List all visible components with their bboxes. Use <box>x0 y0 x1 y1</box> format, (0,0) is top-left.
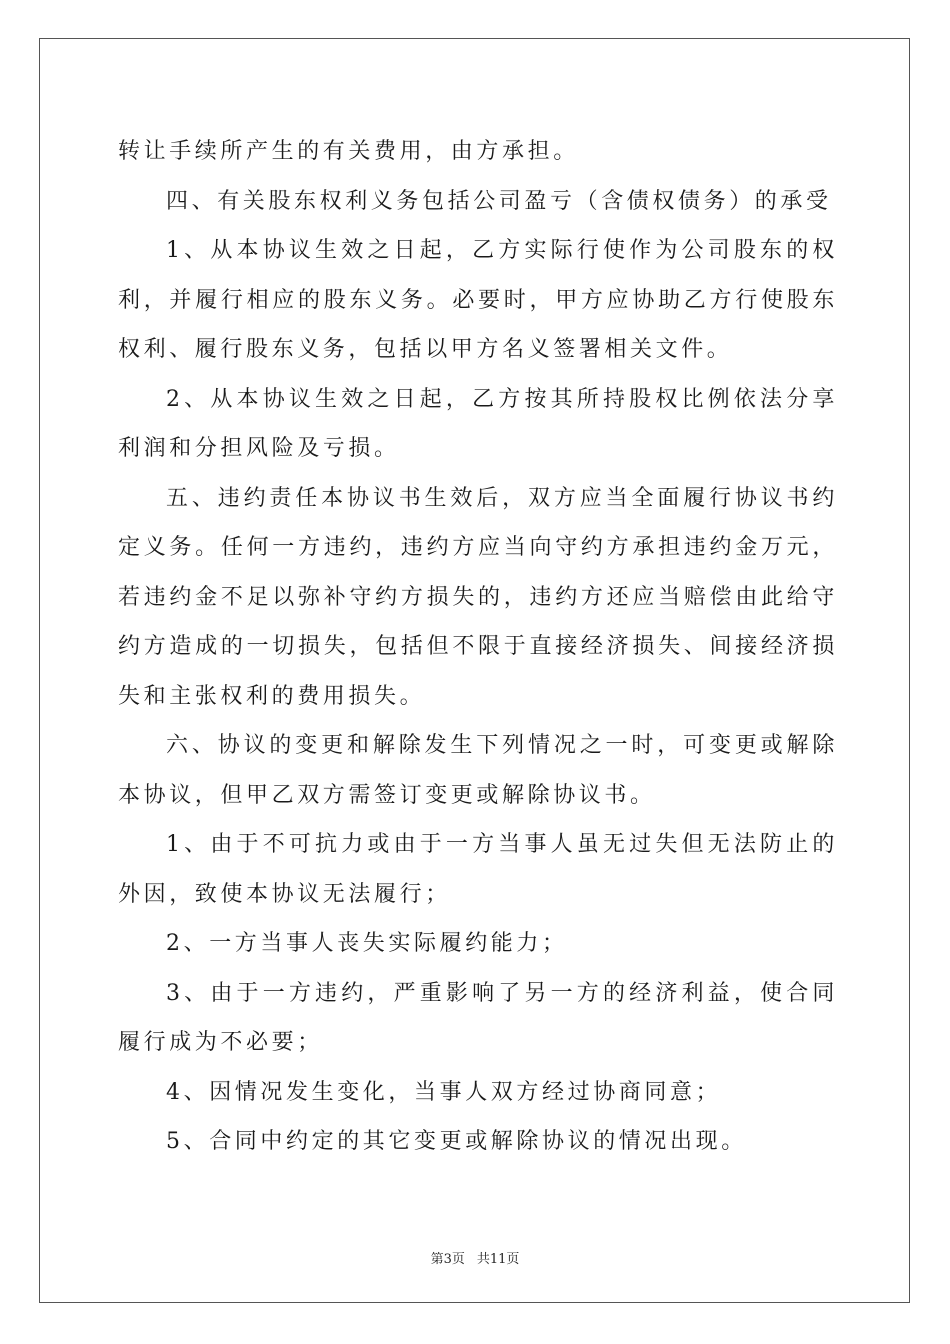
page-footer <box>0 1248 950 1267</box>
section-heading: 六、协议的变更和解除发生下列情况之一时，可变更或解除本协议，但甲乙双方需签订变更或解除协议书。 <box>118 733 838 808</box>
paragraph: 1、从本协议生效之日起，乙方实际行使作为公司股东的权利，并履行相应的股东义务。必要时，甲方应协助乙方行使股东权利、履行股东义务，包括以甲方名义签署相关文件。 <box>118 238 838 362</box>
total-pages: 共11页 <box>476 1252 520 1267</box>
paragraph: 转让手续所产生的有关费用，由方承担。 <box>118 139 579 164</box>
section-heading: 五、违约责任本协议书生效后，双方应当全面履行协议书约定义务。任何一方违约，违约方应当向守约方承担违约金万元，若违约金不足以弥补守约方损失的，违约方还应当赔偿由此给守约方造成的一切损失，包括但不限于直接经济损失、间接经济损失和主张权利的费用损失。 <box>118 485 838 709</box>
section-heading: 四、有关股东权利义务包括公司盈亏（含债权债务）的承受 <box>166 188 832 214</box>
page-number: 第3页 <box>430 1252 465 1267</box>
paragraph: 3、由于一方违约，严重影响了另一方的经济利益，使合同履行成为不必要； <box>118 980 838 1055</box>
document-body <box>118 127 838 1167</box>
paragraph: 5、合同中约定的其它变更或解除协议的情况出现。 <box>166 1129 747 1154</box>
paragraph: 4、因情况发生变化，当事人双方经过协商同意； <box>166 1079 722 1105</box>
paragraph: 2、一方当事人丧失实际履约能力； <box>166 931 568 956</box>
paragraph: 1、由于不可抗力或由于一方当事人虽无过失但无法防止的外因，致使本协议无法履行； <box>118 832 838 907</box>
paragraph: 2、从本协议生效之日起，乙方按其所持股权比例依法分享利润和分担风险及亏损。 <box>118 386 838 461</box>
